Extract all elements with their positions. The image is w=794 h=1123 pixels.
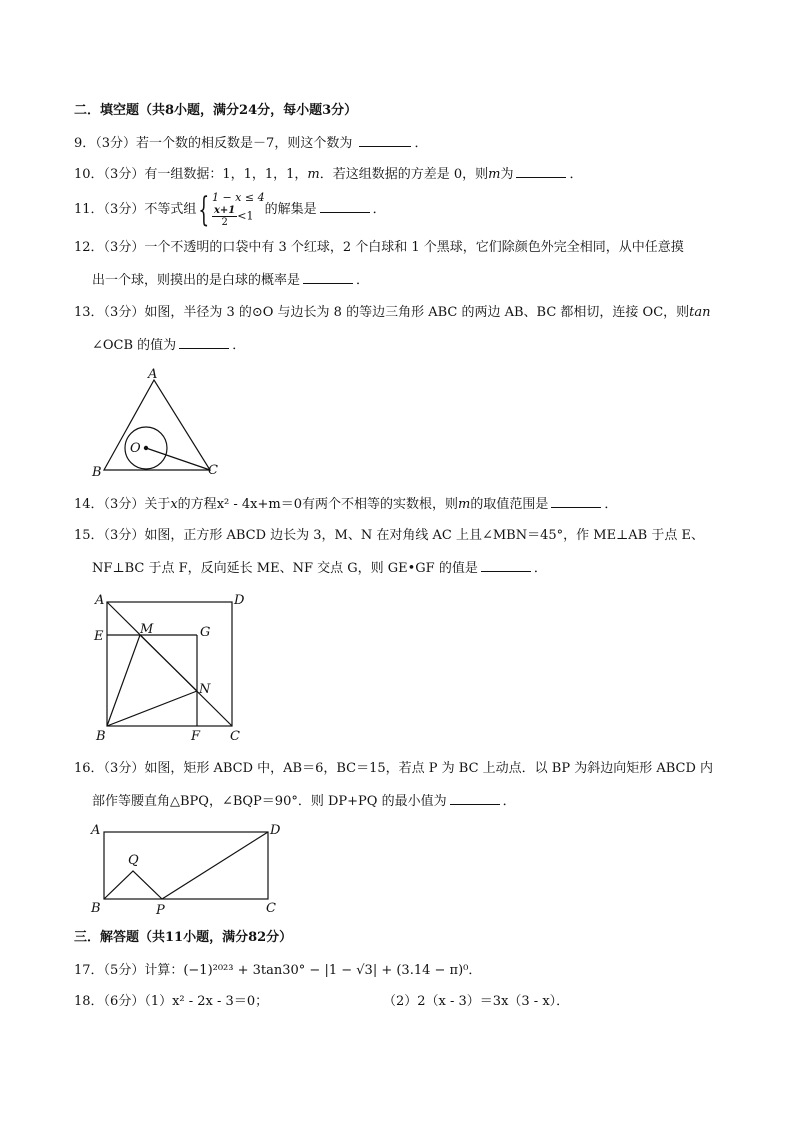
question-14-m: m: [458, 497, 471, 512]
question-10-var2: m: [488, 167, 501, 182]
question-10-var: m: [307, 167, 320, 182]
question-9: [74, 134, 427, 153]
label-b: B: [91, 901, 101, 916]
answer-blank-16: [450, 792, 500, 805]
question-10-mid2: 为: [500, 167, 514, 182]
question-15-text: NF⊥BC 于点 F，反向延长 ME、NF 交点 G，则 GE•GF 的值是: [92, 561, 478, 576]
question-15-line-2: [92, 559, 547, 578]
segment-mn: [140, 635, 197, 691]
segment-bn: [107, 691, 197, 726]
triangle-bqp: [104, 871, 162, 899]
label-p: P: [156, 903, 165, 916]
question-10-mid: ．若这组数据的方差是 0，则: [319, 167, 489, 182]
label-a: A: [95, 593, 105, 608]
question-11: [74, 190, 386, 230]
question-14-mid: 的方程: [177, 497, 217, 512]
label-a: A: [148, 367, 158, 382]
question-9-text: 9．（3分）若一个数的相反数是－7，则这个数为: [74, 136, 353, 151]
segment-pd: [162, 832, 268, 899]
label-f: F: [191, 729, 201, 744]
answer-blank-14: [551, 495, 601, 508]
label-m: M: [140, 622, 154, 637]
label-g: G: [200, 625, 211, 640]
question-11-end: ．: [372, 202, 386, 217]
inequality-row-2: [212, 205, 265, 228]
answer-blank-9: [359, 134, 411, 147]
fraction-denominator: 2: [221, 217, 228, 228]
answer-blank-11: [320, 200, 370, 213]
question-13-line-2: [92, 336, 245, 355]
question-12-end: ．: [356, 273, 370, 288]
question-14-end: ．: [604, 497, 618, 512]
question-16-end: ．: [502, 794, 516, 809]
question-18-part-2: （2）2（x - 3）＝3x（3 - x）．: [383, 994, 570, 1009]
question-15-end: ．: [533, 561, 547, 576]
question-17-end: ．: [468, 963, 482, 978]
question-18-part-1: 18．（6分）（1）x² - 2x - 3＝0；: [74, 994, 269, 1009]
question-13-text-2: ∠OCB 的值为: [92, 338, 177, 353]
triangle-abc: [104, 380, 210, 470]
label-q: Q: [128, 853, 139, 868]
label-n: N: [199, 682, 211, 697]
label-b: B: [92, 465, 102, 480]
question-11-post: 的解集是: [264, 202, 317, 217]
inequality-lt: <1: [237, 209, 254, 223]
question-16-text: 部作等腰直角△BPQ，∠BQP＝90°．则 DP+PQ 的最小值为: [92, 794, 447, 809]
question-16-line-2: [92, 792, 516, 811]
label-d: D: [234, 593, 245, 608]
question-14: [74, 495, 617, 514]
figure-13-triangle: [86, 364, 226, 480]
answer-blank-15: [481, 559, 531, 572]
question-9-end: ．: [414, 136, 428, 151]
question-12-text: 出一个球，则摸出的是白球的概率是: [92, 273, 301, 288]
question-10-end: ．: [569, 167, 583, 182]
segment-bm: [107, 635, 140, 726]
inequality-row-1: 1 − x ≤ 4: [211, 191, 265, 204]
label-b: B: [96, 729, 106, 744]
question-14-post2: 的取值范围是: [470, 497, 549, 512]
figure-15-square: [88, 588, 252, 744]
section-3-heading: 三．解答题（共11小题，满分82分）: [74, 930, 293, 945]
question-13-text: 13．（3分）如图，半径为 3 的⊙O 与边长为 8 的等边三角形 ABC 的两边 AB、BC 都相切，连接 OC，则: [74, 305, 690, 320]
fraction: [212, 205, 237, 228]
section-2-heading: 二．填空题（共8小题，满分24分，每小题3分）: [74, 103, 358, 118]
question-15-line-1: 15．（3分）如图，正方形 ABCD 边长为 3，M、N 在对角线 AC 上且∠MBN＝45°，作 ME⊥AB 于点 E、: [74, 528, 704, 543]
fraction-numerator: x+1: [213, 205, 236, 216]
question-10-text: 10．（3分）有一组数据：1，1，1，1，: [74, 167, 308, 182]
answer-blank-10: [516, 165, 566, 178]
brace-icon: {: [198, 189, 210, 230]
question-14-equation: x² - 4x+m＝0: [216, 497, 302, 512]
question-14-x: x: [170, 497, 178, 512]
label-o: O: [130, 441, 141, 456]
question-13-end: ．: [232, 338, 246, 353]
question-17: [74, 962, 481, 980]
label-c: C: [266, 901, 276, 916]
figure-16-rectangle: [86, 818, 286, 916]
question-14-pre: 14．（3分）关于: [74, 497, 171, 512]
label-d: D: [270, 823, 281, 838]
question-14-post: 有两个不相等的实数根，则: [301, 497, 458, 512]
question-17-expression: (−1)²⁰²³ + 3tan30° − |1 − √3| + (3.14 − π)⁰: [183, 963, 469, 978]
question-13-tan: tan: [689, 305, 711, 320]
inequality-system: [212, 191, 265, 228]
answer-blank-13: [179, 336, 229, 349]
question-12-line-1: 12．（3分）一个不透明的口袋中有 3 个红球，2 个白球和 1 个黑球，它们除颜色外完全相同，从中任意摸: [74, 240, 684, 255]
question-16-line-1: 16．（3分）如图，矩形 ABCD 中，AB＝6，BC＝15，若点 P 为 BC 上动点．以 BP 为斜边向矩形 ABCD 内: [74, 761, 714, 776]
label-c: C: [208, 463, 218, 478]
question-13-line-1: [74, 304, 711, 322]
label-e: E: [94, 629, 104, 644]
question-10: [74, 165, 583, 184]
question-17-pre: 17．（5分）计算：: [74, 963, 184, 978]
question-11-pre: 11．（3分）不等式组: [74, 202, 197, 217]
answer-blank-12: [303, 271, 353, 284]
label-c: C: [230, 729, 240, 744]
label-a: A: [91, 823, 101, 838]
question-12-line-2: [92, 271, 369, 290]
